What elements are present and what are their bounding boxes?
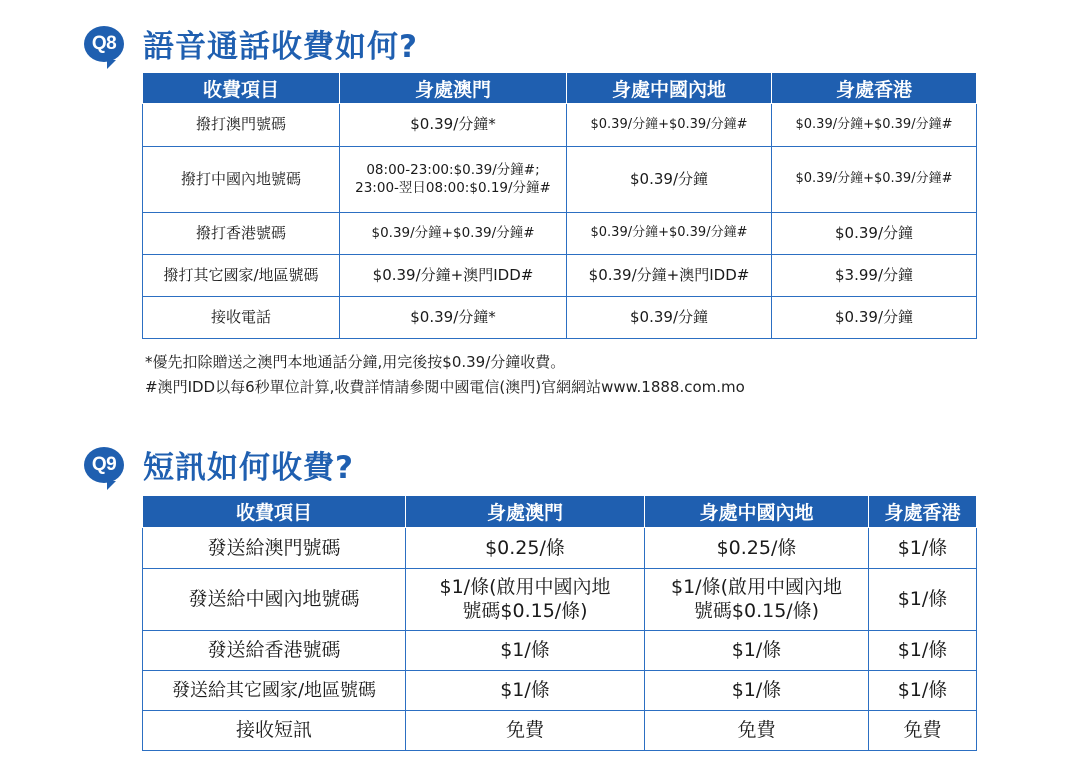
row-label: 撥打其它國家/地區號碼 (143, 255, 340, 297)
fee-cell: 免費 (869, 711, 977, 751)
fee-cell: $0.39/分鐘 (772, 213, 977, 255)
row-label: 接收短訊 (143, 711, 406, 751)
fee-cell: $1/條(啟用中國內地 號碼$0.15/條) (645, 569, 869, 631)
fee-cell: $1/條 (869, 631, 977, 671)
row-label: 發送給其它國家/地區號碼 (143, 671, 406, 711)
table-row (143, 213, 977, 255)
fee-cell: $1/條 (869, 528, 977, 569)
fee-cell: $0.39/分鐘 (567, 297, 772, 339)
fee-cell: 08:00-23:00:$0.39/分鐘#; 23:00-翌日08:00:$0.19/分鐘# (340, 147, 567, 213)
table-row (143, 147, 977, 213)
table-row (143, 255, 977, 297)
header-item: 收費項目 (143, 73, 340, 104)
table-row (143, 528, 977, 569)
q8-title: 語音通話收費如何? (143, 29, 418, 65)
sms-fee-table (142, 496, 977, 751)
header-mainland: 身處中國內地 (567, 73, 772, 104)
row-label: 發送給中國內地號碼 (143, 569, 406, 631)
fee-cell: $1/條(啟用中國內地 號碼$0.15/條) (406, 569, 645, 631)
footnote-hash: #澳門IDD以每6秒單位計算,收費詳情請參閱中國電信(澳門)官網網站www.1888.com.mo (145, 378, 745, 396)
table-row (143, 104, 977, 147)
fee-cell: $0.39/分鐘+$0.39/分鐘# (340, 213, 567, 255)
header-mainland: 身處中國內地 (645, 496, 869, 528)
fee-cell: $1/條 (645, 671, 869, 711)
fee-cell: $0.39/分鐘+$0.39/分鐘# (567, 213, 772, 255)
footnote-asterisk: *優先扣除贈送之澳門本地通話分鐘,用完後按$0.39/分鐘收費。 (145, 353, 566, 371)
header-macau: 身處澳門 (406, 496, 645, 528)
fee-cell: 免費 (645, 711, 869, 751)
fee-cell: $1/條 (869, 569, 977, 631)
table-row (143, 631, 977, 671)
fee-cell: $0.39/分鐘+澳門IDD# (340, 255, 567, 297)
q8-heading (84, 21, 418, 66)
q8-footnotes (145, 350, 745, 400)
row-label: 接收電話 (143, 297, 340, 339)
fee-cell: $0.39/分鐘 (772, 297, 977, 339)
fee-cell: $0.39/分鐘 (567, 147, 772, 213)
fee-cell: $0.25/條 (645, 528, 869, 569)
table-row (143, 711, 977, 751)
voice-call-fee-table (142, 73, 977, 339)
table-row (143, 671, 977, 711)
fee-cell: $1/條 (869, 671, 977, 711)
row-label: 撥打澳門號碼 (143, 104, 340, 147)
fee-cell: $0.39/分鐘* (340, 104, 567, 147)
fee-cell: $1/條 (406, 671, 645, 711)
fee-cell: $0.39/分鐘* (340, 297, 567, 339)
q8-badge: Q8 (84, 26, 124, 62)
fee-cell: $0.39/分鐘+$0.39/分鐘# (567, 104, 772, 147)
row-label: 撥打中國內地號碼 (143, 147, 340, 213)
row-label: 撥打香港號碼 (143, 213, 340, 255)
q9-heading (84, 442, 354, 487)
q9-badge: Q9 (84, 447, 124, 483)
row-label: 發送給香港號碼 (143, 631, 406, 671)
fee-cell: $1/條 (645, 631, 869, 671)
table-row (143, 297, 977, 339)
fee-cell: $3.99/分鐘 (772, 255, 977, 297)
header-item: 收費項目 (143, 496, 406, 528)
q9-title: 短訊如何收費? (143, 450, 354, 486)
fee-cell: $0.39/分鐘+澳門IDD# (567, 255, 772, 297)
table-row (143, 569, 977, 631)
fee-cell: $0.39/分鐘+$0.39/分鐘# (772, 147, 977, 213)
header-hongkong: 身處香港 (772, 73, 977, 104)
table-header-row (143, 496, 977, 528)
fee-cell: $0.25/條 (406, 528, 645, 569)
table-header-row (143, 73, 977, 104)
fee-cell: 免費 (406, 711, 645, 751)
header-macau: 身處澳門 (340, 73, 567, 104)
header-hongkong: 身處香港 (869, 496, 977, 528)
fee-cell: $1/條 (406, 631, 645, 671)
fee-cell: $0.39/分鐘+$0.39/分鐘# (772, 104, 977, 147)
row-label: 發送給澳門號碼 (143, 528, 406, 569)
